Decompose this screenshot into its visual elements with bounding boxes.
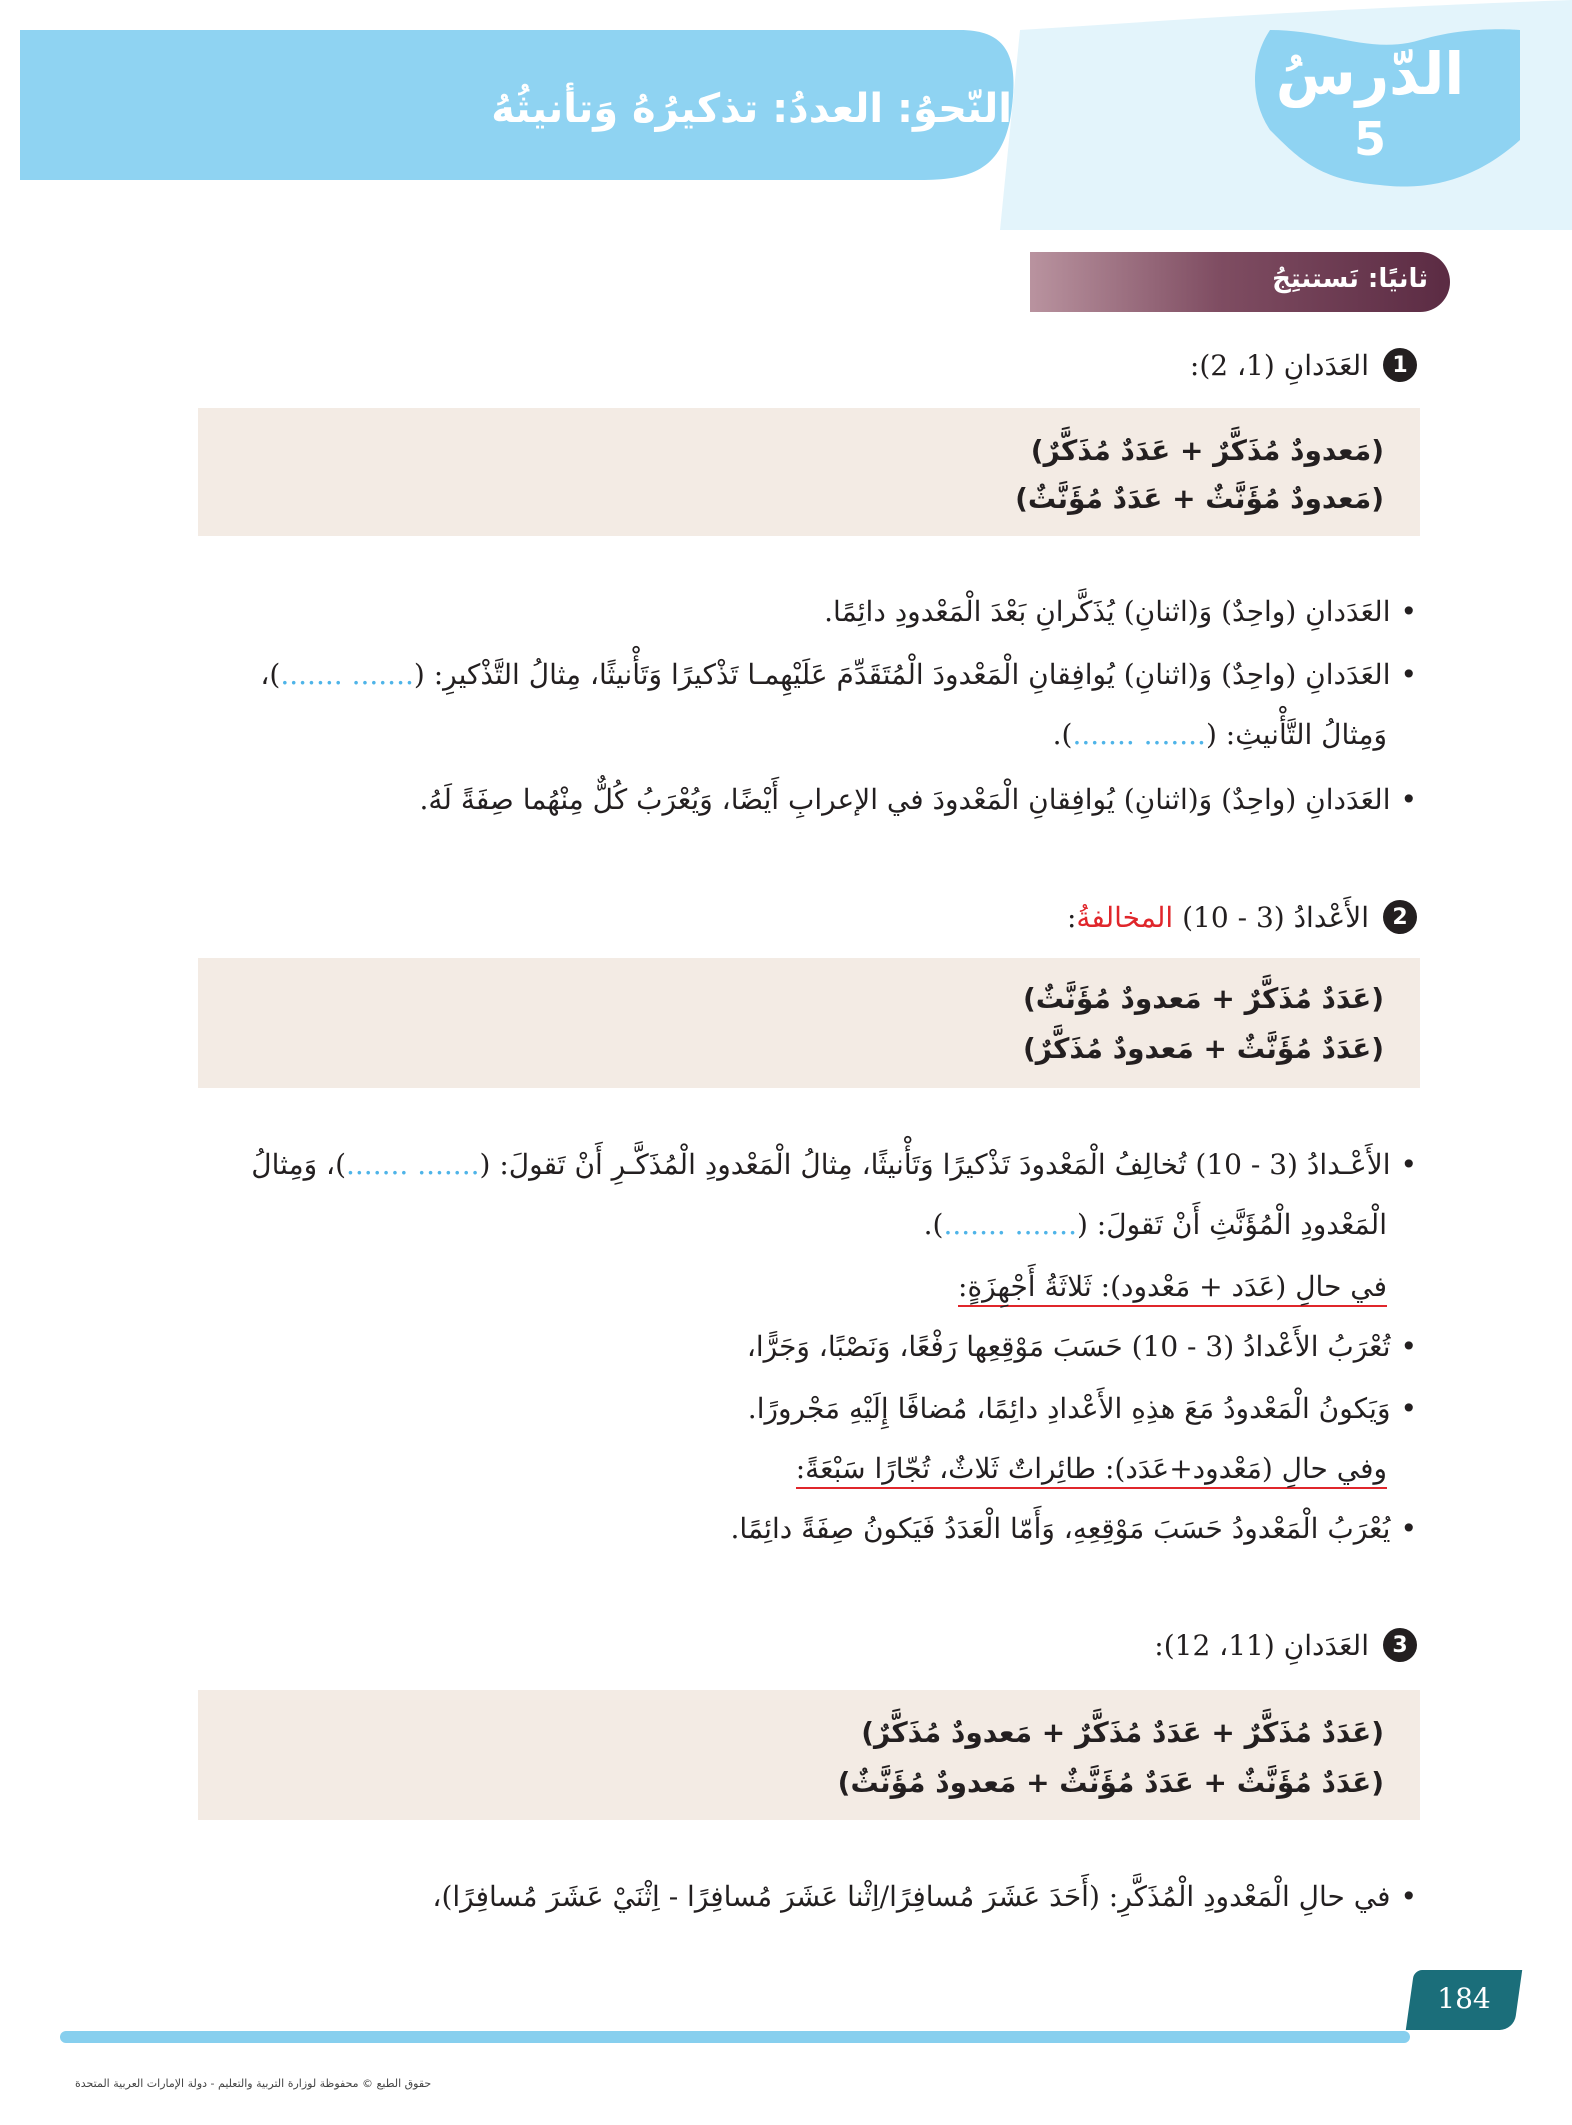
section-tab (1030, 252, 1450, 312)
rule-line: (عَدَدٌ مُؤَنَّثٌ + مَعدودٌ مُذَكَّرٌ) (1022, 1032, 1384, 1065)
rule-line: (عَدَدٌ مُؤَنَّثٌ + عَدَدٌ مُؤَنَّثٌ + مَعدودٌ مُؤَنَّثٌ) (837, 1766, 1384, 1799)
blank-field: ....... ....... (943, 1208, 1077, 1241)
section-1-heading (1190, 348, 1417, 382)
section-3-heading (1154, 1628, 1417, 1662)
blank-field: ....... ....... (1072, 718, 1206, 751)
rule-line: (عَدَدٌ مُذَكَّرٌ + مَعدودٌ مُؤَنَّثٌ) (1022, 982, 1384, 1015)
section-3-title: العَدَدانِ (11، 12): (1154, 1628, 1369, 1662)
paragraph-continuation: وَمِثالُ التَّأْنيثِ: (....... .......). (1052, 718, 1387, 751)
bullet-text: • العَدَدانِ (واحِدٌ) وَ(اثنانِ) يُذَكَّرانِ بَعْدَ الْمَعْدودِ دائِمًا. (824, 595, 1417, 628)
rule-line: (مَعدودٌ مُذَكَّرٌ + عَدَدٌ مُذَكَّرٌ) (1030, 434, 1384, 467)
page-title: النّحوُ: العددُ: تذكيرُهُ وَتأنيثُهُ (491, 86, 1012, 132)
bullet-text: • يُعْرَبُ الْمَعْدودُ حَسَبَ مَوْقِعِهِ، وَأَمّا الْعَدَدُ فَيَكونُ صِفَةً دائِمًا. (731, 1512, 1417, 1545)
section-1-number: 1 (1383, 348, 1417, 382)
rule-line: (عَدَدٌ مُذَكَّرٌ + عَدَدٌ مُذَكَّرٌ + مَعدودٌ مُذَكَّرٌ) (861, 1716, 1384, 1749)
footer-bar (60, 2031, 1410, 2043)
bullet-text: • العَدَدانِ (واحِدٌ) وَ(اثنانِ) يُوافِقانِ الْمَعْدودَ الْمُتَقَدِّمَ عَلَيْهِمـا تَذْكيرًا وَتَأْنيثًا، مِثالُ التَّذْكيرِ: (....... .......)، (260, 658, 1417, 691)
paragraph-continuation: الْمَعْدودِ الْمُؤَنَّثِ أَنْ تَقولَ: (....... .......). (923, 1208, 1387, 1241)
bullet-text: • الأَعْـدادُ (3 - 10) تُخالِفُ الْمَعْدودَ تَذْكيرًا وَتَأْنيثًا، مِثالُ الْمَعْدودِ الْمُذَكَّـرِ أَنْ تَقولَ: (....... .......)، وَمِثالُ (251, 1148, 1417, 1181)
section-tab-label: ثانيًا: نَستنتِجُ (1272, 264, 1428, 294)
bullet-text: • في حالِ الْمَعْدودِ الْمُذَكَّرِ: (أَحَدَ عَشَرَ مُسافِرًا/اِثْنا عَشَرَ مُسافِرًا - اِثْنَيْ عَشَرَ مُسافِرًا)، (432, 1880, 1417, 1913)
section-1-title: العَدَدانِ (1، 2): (1189, 348, 1369, 382)
rule-line: (مَعدودٌ مُؤَنَّثٌ + عَدَدٌ مُؤَنَّثٌ) (1015, 482, 1384, 515)
blank-field: ....... ....... (280, 658, 414, 691)
case-2-label: وفي حالِ (مَعْدود+عَدَد): طائِراتٌ ثَلاثٌ، تُجّارًا سَبْعَةً: (796, 1452, 1387, 1485)
section-3-number: 3 (1383, 1628, 1417, 1662)
bullet-text: • العَدَدانِ (واحِدٌ) وَ(اثنانِ) يُوافِقانِ الْمَعْدودَ في الإعرابِ أَيْضًا، وَيُعْرَبُ كُلٌّ مِنْهُما صِفَةً لَهُ. (420, 783, 1417, 816)
section-2-number: 2 (1383, 900, 1417, 934)
page-number: 184 (1437, 1982, 1491, 2015)
section-2-title: الأَعْدادُ (3 - 10) المخالفةُ: (1066, 900, 1369, 934)
rule-box-1 (198, 408, 1420, 536)
copyright-text: حقوق الطبع © محفوظة لوزارة التربية والتعليم - دولة الإمارات العربية المتحدة (75, 2077, 432, 2090)
case-1-label: في حالِ (عَدَد + مَعْدود): ثَلاثَةُ أَجْهِزَةٍ: (958, 1270, 1387, 1303)
bullet-text: • وَيَكونُ الْمَعْدودُ مَعَ هذِهِ الأَعْدادِ دائِمًا، مُضافًا إِلَيْهِ مَجْرورًا. (748, 1392, 1417, 1425)
blank-field: ....... ....... (346, 1148, 480, 1181)
lesson-number: 5 (1353, 112, 1386, 166)
section-2-heading (1067, 900, 1417, 934)
lesson-label: الدّرسُ (1275, 40, 1465, 108)
rule-box-2 (198, 958, 1420, 1088)
bullet-text: • تُعْرَبُ الأَعْدادُ (3 - 10) حَسَبَ مَوْقِعِها رَفْعًا، وَنَصْبًا، وَجَرًّا، (747, 1330, 1417, 1363)
rule-box-3 (198, 1690, 1420, 1820)
